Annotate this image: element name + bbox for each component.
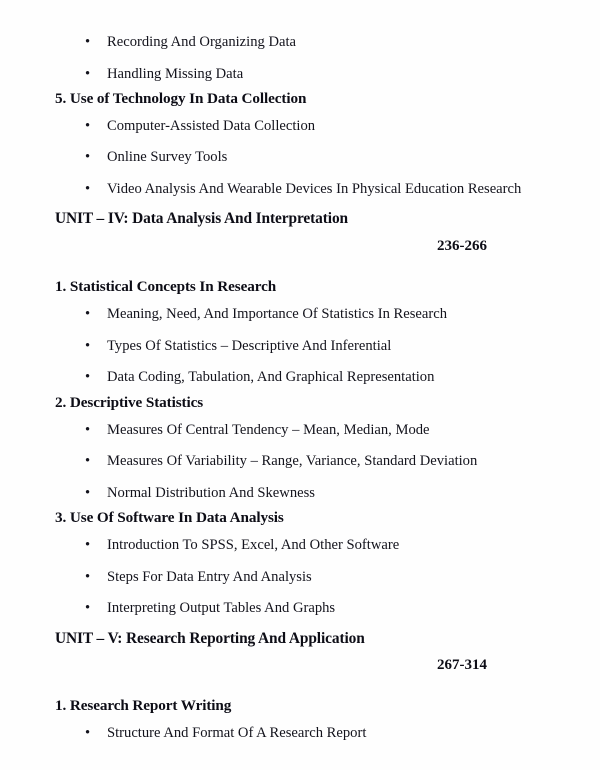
heading-after-spacer xyxy=(0,296,600,306)
bullet-list xyxy=(0,306,600,387)
bullet-point-icon: • xyxy=(85,180,91,197)
list-gap xyxy=(0,135,600,149)
list-item xyxy=(0,537,600,555)
list-gap xyxy=(0,471,600,485)
unit-page-range: 236-266 xyxy=(437,237,487,254)
list-gap xyxy=(0,52,600,66)
list-item xyxy=(0,485,600,503)
heading-spacer xyxy=(0,271,600,278)
list-item xyxy=(0,369,600,387)
bullet-point-icon: • xyxy=(85,725,91,742)
list-gap xyxy=(0,324,600,338)
list-item xyxy=(0,725,600,743)
section-heading: 2. Descriptive Statistics xyxy=(55,393,204,411)
page-range-before-spacer xyxy=(0,648,600,657)
bullet-point-icon: • xyxy=(85,65,91,82)
list-item-label: Steps For Data Entry And Analysis xyxy=(107,568,312,585)
unit-heading-spacer xyxy=(0,618,600,630)
list-gap xyxy=(0,167,600,181)
page-range-before-spacer xyxy=(0,229,600,238)
bullet-point-icon: • xyxy=(85,537,91,554)
list-item-label: Interpreting Output Tables And Graphs xyxy=(107,600,336,617)
bullet-point-icon: • xyxy=(85,149,91,166)
list-item-label: Types Of Statistics – Descriptive And Inferential xyxy=(107,337,392,354)
bullet-list xyxy=(0,34,600,83)
bullet-point-icon: • xyxy=(85,369,91,386)
unit-heading: UNIT – IV: Data Analysis And Interpretation xyxy=(55,210,349,228)
list-item-label: Recording And Organizing Data xyxy=(107,34,296,50)
list-gap xyxy=(0,586,600,600)
list-gap xyxy=(0,355,600,369)
bullet-point-icon: • xyxy=(85,600,91,617)
list-item-label: Measures Of Central Tendency – Mean, Median, Mode xyxy=(107,421,430,438)
bullet-list xyxy=(0,537,600,618)
list-item xyxy=(0,338,600,356)
heading-spacer xyxy=(0,387,600,394)
list-gap xyxy=(0,555,600,569)
list-item xyxy=(0,181,600,199)
list-item xyxy=(0,453,600,471)
page-range-after-spacer xyxy=(0,255,600,271)
list-item xyxy=(0,66,600,84)
bullet-list xyxy=(0,725,600,743)
list-item xyxy=(0,422,600,440)
list-item xyxy=(0,569,600,587)
list-item-label: Video Analysis And Wearable Devices In Physical Education Research xyxy=(107,180,522,197)
bullet-list xyxy=(0,422,600,503)
heading-spacer xyxy=(0,502,600,509)
bullet-point-icon: • xyxy=(85,34,91,50)
list-item-label: Structure And Format Of A Research Report xyxy=(107,725,367,742)
heading-spacer xyxy=(0,690,600,697)
list-gap xyxy=(0,439,600,453)
list-item xyxy=(0,306,600,324)
bullet-point-icon: • xyxy=(85,484,91,501)
list-item xyxy=(0,34,600,52)
list-item-label: Normal Distribution And Skewness xyxy=(107,484,315,501)
heading-spacer xyxy=(0,83,600,90)
bullet-point-icon: • xyxy=(85,421,91,438)
heading-after-spacer xyxy=(0,108,600,118)
bullet-list xyxy=(0,118,600,199)
bullet-point-icon: • xyxy=(85,117,91,134)
section-heading: 3. Use Of Software In Data Analysis xyxy=(55,509,284,527)
list-item-label: Online Survey Tools xyxy=(107,149,228,166)
section-heading: 5. Use of Technology In Data Collection xyxy=(55,90,307,107)
heading-after-spacer xyxy=(0,412,600,422)
list-item xyxy=(0,118,600,136)
list-item-label: Handling Missing Data xyxy=(107,65,244,82)
unit-page-range: 267-314 xyxy=(437,656,487,673)
bullet-point-icon: • xyxy=(85,453,91,470)
top-margin-spacer xyxy=(0,0,600,34)
heading-after-spacer xyxy=(0,715,600,725)
list-item xyxy=(0,149,600,167)
list-item-label: Measures Of Variability – Range, Variance, Standard Deviation xyxy=(107,453,478,470)
list-item-label: Meaning, Need, And Importance Of Statistics In Research xyxy=(107,306,448,323)
list-item-label: Computer-Assisted Data Collection xyxy=(107,117,316,134)
list-item-label: Data Coding, Tabulation, And Graphical Representation xyxy=(107,369,435,386)
heading-after-spacer xyxy=(0,527,600,537)
bullet-point-icon: • xyxy=(85,306,91,323)
list-item-label: Introduction To SPSS, Excel, And Other Software xyxy=(107,537,400,554)
list-item xyxy=(0,600,600,618)
page-range-after-spacer xyxy=(0,674,600,690)
section-heading: 1. Statistical Concepts In Research xyxy=(55,278,277,296)
bullet-point-icon: • xyxy=(85,337,91,354)
section-heading: 1. Research Report Writing xyxy=(55,697,232,715)
unit-heading-spacer xyxy=(0,198,600,210)
unit-heading: UNIT – V: Research Reporting And Application xyxy=(55,629,365,647)
bullet-point-icon: • xyxy=(85,568,91,585)
